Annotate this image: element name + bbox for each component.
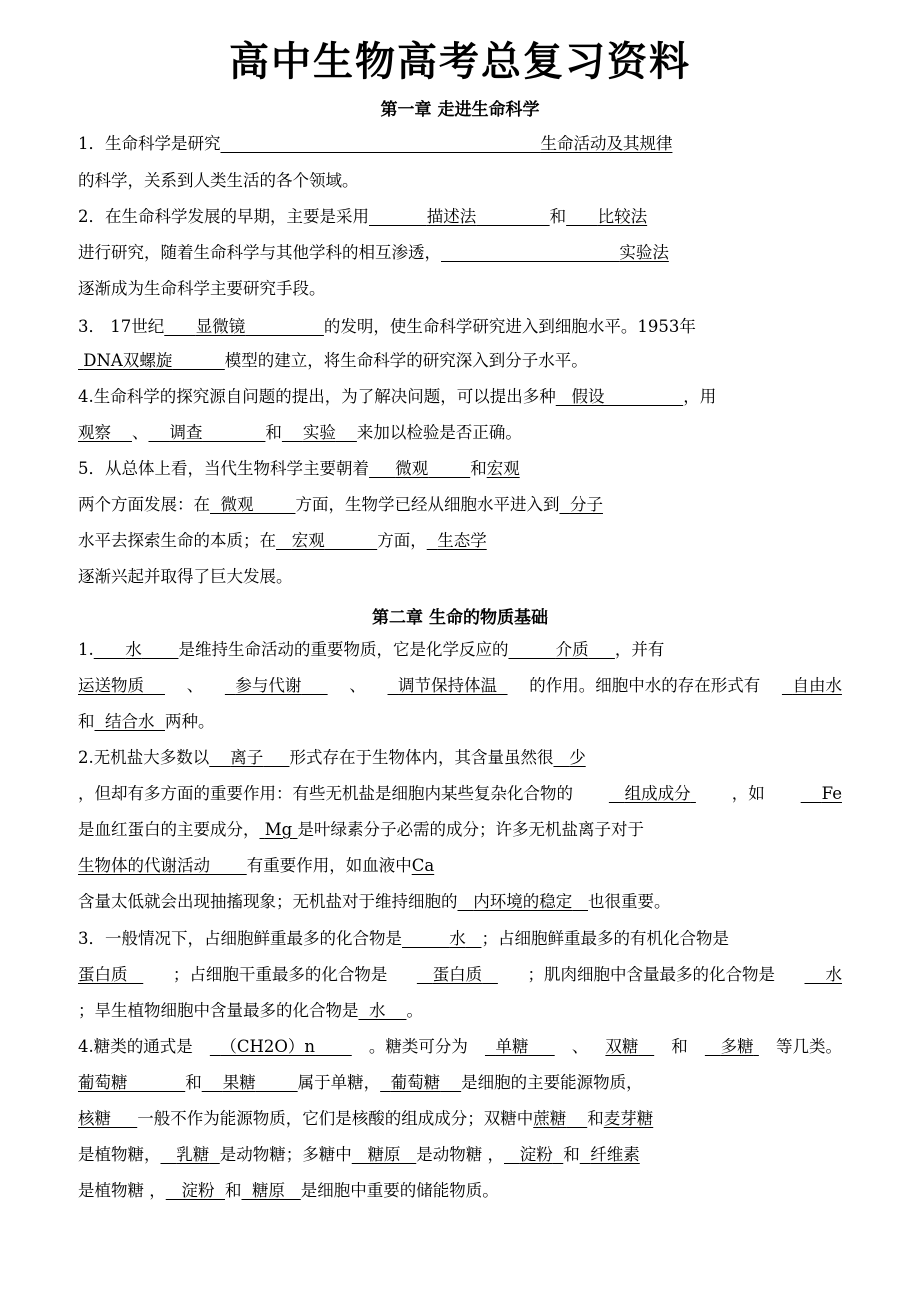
answer-text: 内环境的稳定 — [473, 892, 573, 911]
blank-answer — [221, 134, 673, 153]
ch2-q1-line3 — [78, 711, 842, 735]
text: 逐渐成为生命科学主要研究手段。 — [78, 279, 326, 298]
text: 1. — [78, 640, 94, 659]
answer-text: Ca — [411, 856, 435, 875]
text: ，但却有多方面的重要作用：有些无机盐是细胞内某些复杂化合物的 — [78, 784, 573, 803]
ch2-q4-line2 — [78, 1072, 842, 1096]
blank-answer — [78, 351, 225, 370]
blank-answer — [225, 675, 328, 699]
answer-text: 生物体的代谢活动 — [78, 856, 210, 875]
answer-text: 生态学 — [437, 531, 487, 550]
blank-answer — [580, 1145, 640, 1164]
text: 4.生命科学的探究源自问题的提出，为了解决问题，可以提出多种 — [78, 387, 556, 406]
answer-text: 结合水 — [105, 712, 155, 731]
answer-text: 蛋白质 — [78, 965, 128, 984]
ch1-q2-line1 — [78, 206, 842, 230]
text: 是植物糖 ， — [78, 1181, 166, 1200]
answer-text: 假设 — [571, 387, 605, 406]
answer-text: 果糖 — [222, 1073, 256, 1092]
text: ，如 — [731, 784, 765, 803]
blank-answer — [148, 423, 265, 442]
answer-text: 参与代谢 — [235, 676, 302, 695]
ch2-q2-line4 — [78, 855, 842, 879]
text: 形式存在于生物体内，其含量虽然很 — [289, 748, 554, 767]
answer-text: 分子 — [569, 495, 603, 514]
answer-text: 蔗糖 — [533, 1109, 567, 1128]
blank-answer — [609, 783, 696, 807]
blank-answer — [95, 712, 166, 731]
text: 含量太低就会出现抽搐现象；无机盐对于维持细胞的 — [78, 892, 458, 911]
ch2-q4-line3 — [78, 1108, 842, 1132]
answer-text: 核糖 — [78, 1109, 111, 1128]
text: 和 — [549, 207, 567, 226]
ch2-q2-line3 — [78, 819, 842, 843]
text: 2.无机盐大多数以 — [78, 748, 210, 767]
blank-answer — [210, 495, 295, 514]
blank-answer — [504, 1145, 563, 1164]
blank-answer — [604, 1109, 654, 1128]
answer-text: 微观 — [220, 495, 254, 514]
blank-answer — [380, 1073, 461, 1092]
blank-answer — [458, 892, 589, 911]
blank-answer — [782, 675, 842, 699]
blank-answer — [282, 423, 357, 442]
text: 、 — [131, 423, 149, 442]
blank-answer — [605, 1036, 654, 1060]
answer-text: 宏观 — [291, 531, 325, 550]
blank-answer — [412, 856, 434, 875]
blank-answer — [441, 243, 669, 262]
text: ，并有 — [614, 640, 665, 659]
text: 方面， — [377, 531, 427, 550]
blank-answer — [487, 459, 520, 478]
text: 和 — [78, 712, 95, 731]
blank-answer — [508, 640, 614, 659]
answer-text: 水 — [125, 640, 142, 659]
answer-text: 调节保持体温 — [398, 676, 498, 695]
text: 的作用。细胞中水的存在形式有 — [529, 676, 761, 695]
text: 是维持生命活动的重要物质，它是化学反应的 — [178, 640, 509, 659]
blank-answer — [276, 531, 377, 550]
answer-text: 蛋白质 — [432, 965, 483, 984]
blank-answer — [161, 1145, 220, 1164]
text: 是血红蛋白的主要成分， — [78, 820, 260, 839]
text: 的科学，关系到人类生活的各个领域。 — [78, 171, 359, 190]
text: 、 — [186, 676, 204, 695]
blank-answer — [78, 964, 143, 988]
blank-answer — [210, 1036, 352, 1060]
blank-answer — [78, 856, 247, 875]
answer-text: 水 — [369, 1001, 386, 1020]
blank-answer — [533, 1109, 587, 1128]
answer-text: 观察 — [78, 423, 111, 442]
text: 模型的建立，将生命科学的研究深入到分子水平。 — [224, 351, 588, 370]
text: ；占细胞鲜重最多的有机化合物是 — [481, 929, 729, 948]
text: ；旱生植物细胞中含量最多的化合物是 — [78, 1001, 359, 1020]
answer-text: 微观 — [395, 459, 429, 478]
ch1-q1-line1 — [78, 133, 842, 157]
answer-text: 多糖 — [720, 1037, 754, 1056]
blank-answer — [485, 1036, 555, 1060]
answer-text: 介质 — [555, 640, 589, 659]
text: 5．从总体上看，当代生物科学主要朝着 — [78, 459, 369, 478]
text: 和 — [185, 1073, 202, 1092]
text: 一般不作为能源物质，它们是核酸的组成成分；双糖中 — [137, 1109, 534, 1128]
text: 等几类。 — [776, 1037, 842, 1056]
ch2-q4-line4 — [78, 1144, 842, 1168]
blank-answer — [78, 423, 132, 442]
text: 4.糖类的通式是 — [78, 1037, 193, 1056]
ch1-q5-line1 — [78, 458, 842, 482]
blank-answer — [78, 1109, 137, 1128]
answer-text: 实验法 — [619, 243, 669, 262]
blank-answer — [801, 783, 842, 807]
answer-text: 少 — [569, 748, 586, 767]
answer-text: 纤维素 — [590, 1145, 640, 1164]
ch1-q3-line2 — [78, 350, 842, 374]
ch1-q5-line3 — [78, 530, 842, 554]
chapter-2-heading: 第二章 生命的物质基础 — [372, 608, 548, 628]
blank-answer — [242, 1181, 301, 1200]
text: 。 — [406, 1001, 423, 1020]
ch1-q5-line2 — [78, 494, 842, 518]
text: 两个方面发展：在 — [78, 495, 210, 514]
text: 3． 17世纪 — [78, 317, 165, 336]
answer-text: 比较法 — [597, 207, 648, 226]
blank-answer — [78, 1073, 185, 1092]
answer-text: 麦芽糖 — [603, 1109, 654, 1128]
text: 和 — [563, 1145, 580, 1164]
answer-text: Mg — [264, 820, 293, 839]
text: 的发明，使生命科学研究进入到细胞水平。1953年 — [323, 317, 696, 336]
text: 方面，生物学已经从细胞水平进入到 — [295, 495, 560, 514]
answer-text: Fe — [821, 784, 842, 803]
answer-text: 糖原 — [252, 1181, 285, 1200]
blank-answer — [427, 531, 487, 550]
blank-answer — [369, 207, 550, 226]
ch2-q2-line1 — [78, 747, 842, 771]
text: 和 — [587, 1109, 604, 1128]
answer-text: 自由水 — [792, 676, 842, 695]
blank-answer — [556, 387, 683, 406]
answer-text: 实验 — [302, 423, 336, 442]
blank-answer — [388, 675, 508, 699]
blank-answer — [369, 459, 470, 478]
answer-text: 显微镜 — [195, 317, 246, 336]
blank-answer — [78, 675, 165, 699]
text: 也很重要。 — [588, 892, 671, 911]
blank-answer — [352, 1145, 417, 1164]
ch1-q2-line2 — [78, 242, 842, 266]
answer-text: （CH2O）n — [220, 1037, 316, 1056]
answer-text: 乳糖 — [176, 1145, 210, 1164]
text: ；占细胞干重最多的化合物是 — [172, 965, 388, 984]
answer-text: 运送物质 — [78, 676, 144, 695]
ch2-q2-line2 — [78, 783, 842, 807]
text: 。糖类可分为 — [368, 1037, 468, 1056]
answer-text: 描述法 — [426, 207, 477, 226]
text: 和 — [265, 423, 282, 442]
text: 和 — [225, 1181, 242, 1200]
text: ，用 — [683, 387, 717, 406]
text: 两种。 — [165, 712, 215, 731]
text: ；肌肉细胞中含量最多的化合物是 — [527, 965, 775, 984]
text: 来加以检验是否正确。 — [356, 423, 522, 442]
blank-answer — [566, 207, 647, 226]
blank-answer — [166, 1181, 225, 1200]
ch1-q5-line4 — [78, 566, 842, 590]
ch1-q3-line1 — [78, 316, 842, 340]
text: 和 — [671, 1037, 688, 1056]
text: 是植物糖， — [78, 1145, 161, 1164]
answer-text: 淀粉 — [519, 1145, 553, 1164]
blank-answer — [705, 1036, 759, 1060]
ch2-q2-line5 — [78, 891, 842, 915]
blank-answer — [209, 748, 289, 767]
chapter-1-heading: 第一章 走进生命科学 — [380, 100, 540, 120]
ch1-q4-line2 — [78, 422, 842, 446]
text: 、 — [349, 676, 366, 695]
blank-answer — [94, 640, 179, 659]
answer-text: 糖原 — [367, 1145, 401, 1164]
answer-text: 宏观 — [486, 459, 520, 478]
answer-text: 葡萄糖 — [390, 1073, 441, 1092]
blank-answer — [359, 1001, 407, 1020]
answer-text: 生命活动及其规律 — [540, 134, 673, 153]
text: 2．在生命科学发展的早期，主要是采用 — [78, 207, 369, 226]
blank-answer — [805, 964, 842, 988]
text: 是叶绿素分子必需的成分；许多无机盐离子对于 — [297, 820, 644, 839]
text: 属于单糖， — [297, 1073, 381, 1092]
ch1-q2-line3 — [78, 278, 842, 302]
text: 是细胞中重要的储能物质。 — [300, 1181, 499, 1200]
blank-answer — [260, 820, 298, 839]
answer-text: DNA双螺旋 — [83, 351, 173, 370]
text: 是细胞的主要能源物质， — [461, 1073, 643, 1092]
text: 和 — [470, 459, 487, 478]
blank-answer — [553, 748, 585, 767]
text: 、 — [571, 1037, 589, 1056]
ch2-q4-line5 — [78, 1180, 842, 1204]
ch2-q3-line1 — [78, 928, 842, 952]
ch2-q1-line2 — [78, 675, 842, 699]
ch2-q3-line3 — [78, 1000, 842, 1024]
text: 3．一般情况下，占细胞鲜重最多的化合物是 — [78, 929, 402, 948]
answer-text: 水 — [825, 965, 842, 984]
answer-text: 离子 — [230, 748, 264, 767]
text: 是动物糖；多糖中 — [219, 1145, 352, 1164]
text: 是动物糖 ， — [416, 1145, 504, 1164]
blank-answer — [417, 964, 498, 988]
text: 水平去探索生命的本质；在 — [78, 531, 276, 550]
ch1-q1-line2 — [78, 170, 842, 194]
answer-text: 单糖 — [495, 1037, 529, 1056]
answer-text: 组成成分 — [624, 784, 691, 803]
answer-text: 调查 — [169, 423, 203, 442]
ch1-q4-line1 — [78, 386, 842, 410]
text: 进行研究，随着生命科学与其他学科的相互渗透， — [78, 243, 441, 262]
blank-answer — [559, 495, 603, 514]
text: 有重要作用，如血液中 — [246, 856, 412, 875]
answer-text: 水 — [449, 929, 466, 948]
text: 逐渐兴起并取得了巨大发展。 — [78, 567, 293, 586]
blank-answer — [402, 929, 481, 948]
text: 1．生命科学是研究 — [78, 134, 221, 153]
blank-answer — [202, 1073, 298, 1092]
answer-text: 淀粉 — [181, 1181, 215, 1200]
document-title: 高中生物高考总复习资料 — [229, 39, 691, 85]
answer-text: 双糖 — [605, 1037, 639, 1056]
answer-text: 葡萄糖 — [78, 1073, 128, 1092]
blank-answer — [164, 317, 324, 336]
ch2-q3-line2 — [78, 964, 842, 988]
ch2-q4-line1 — [78, 1036, 842, 1060]
ch2-q1-line1 — [78, 639, 842, 663]
